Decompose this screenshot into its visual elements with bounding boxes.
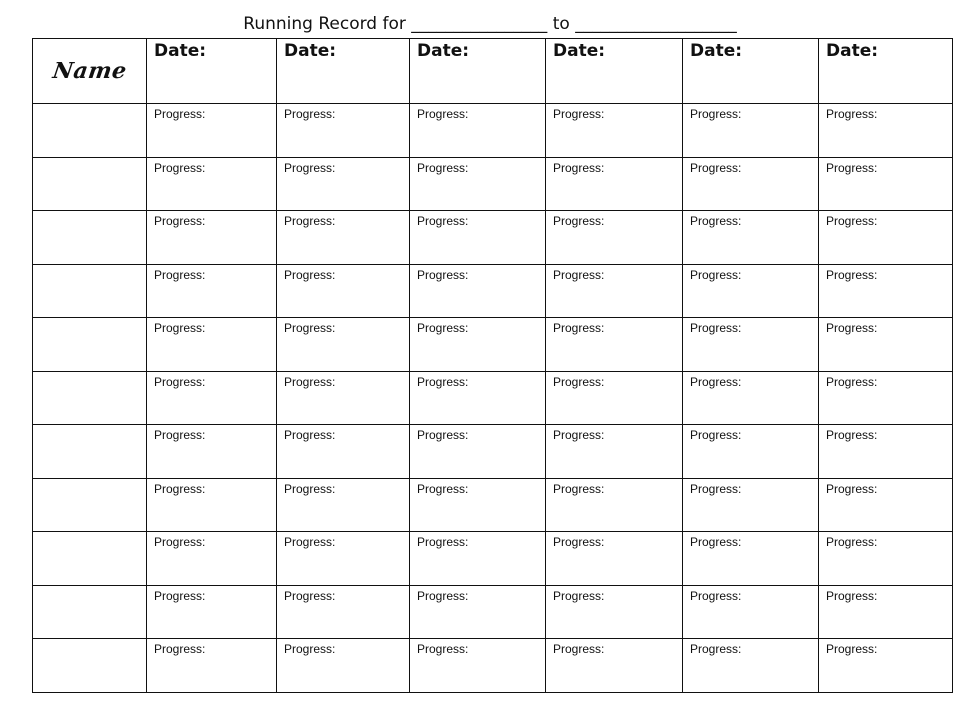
date-column-header: [147, 39, 277, 104]
progress-label: Progress:: [690, 267, 742, 282]
student-name-cell[interactable]: [33, 211, 147, 265]
progress-label: Progress:: [284, 374, 336, 389]
progress-label: Progress:: [826, 481, 878, 496]
progress-cell[interactable]: [410, 104, 546, 158]
progress-label: Progress:: [690, 321, 742, 336]
date-column-header: [683, 39, 819, 104]
progress-cell[interactable]: [410, 639, 546, 693]
progress-cell[interactable]: [546, 371, 683, 425]
progress-cell[interactable]: [546, 211, 683, 265]
progress-label: Progress:: [553, 374, 605, 389]
progress-cell[interactable]: [683, 264, 819, 318]
progress-label: Progress:: [690, 428, 742, 443]
progress-cell[interactable]: [546, 264, 683, 318]
progress-label: Progress:: [826, 214, 878, 229]
progress-label: Progress:: [417, 481, 469, 496]
progress-cell[interactable]: [147, 318, 277, 372]
progress-label: Progress:: [553, 214, 605, 229]
progress-label: Progress:: [154, 428, 206, 443]
progress-cell[interactable]: [683, 639, 819, 693]
progress-label: Progress:: [154, 214, 206, 229]
progress-cell[interactable]: [147, 585, 277, 639]
progress-label: Progress:: [553, 481, 605, 496]
date-header-label: Date:: [690, 41, 743, 61]
progress-label: Progress:: [284, 321, 336, 336]
progress-cell[interactable]: [147, 264, 277, 318]
table-row: [33, 585, 953, 639]
progress-cell[interactable]: [683, 318, 819, 372]
table-row: [33, 211, 953, 265]
progress-cell[interactable]: [277, 532, 410, 586]
date-header-label: Date:: [826, 41, 879, 61]
progress-label: Progress:: [553, 642, 605, 657]
progress-label: Progress:: [284, 428, 336, 443]
date-header-label: Date:: [154, 41, 207, 61]
progress-label: Progress:: [417, 374, 469, 389]
progress-cell[interactable]: [683, 585, 819, 639]
date-header-label: Date:: [284, 41, 337, 61]
progress-cell[interactable]: [410, 478, 546, 532]
table-row: [33, 104, 953, 158]
start-date-blank: ________________: [411, 14, 548, 34]
record-body: [33, 104, 953, 693]
progress-label: Progress:: [284, 160, 336, 175]
date-column-header: [410, 39, 546, 104]
progress-cell[interactable]: [819, 318, 953, 372]
progress-label: Progress:: [690, 481, 742, 496]
progress-label: Progress:: [553, 535, 605, 550]
running-record-table: [32, 38, 953, 693]
progress-cell[interactable]: [546, 478, 683, 532]
student-name-cell[interactable]: [33, 478, 147, 532]
progress-cell[interactable]: [147, 157, 277, 211]
progress-label: Progress:: [154, 107, 206, 121]
table-row: [33, 532, 953, 586]
progress-cell[interactable]: [277, 371, 410, 425]
progress-label: Progress:: [417, 428, 469, 443]
progress-label: Progress:: [690, 374, 742, 389]
progress-cell[interactable]: [683, 157, 819, 211]
title-connector: to: [552, 14, 570, 34]
progress-label: Progress:: [154, 642, 206, 657]
progress-cell[interactable]: [683, 211, 819, 265]
progress-label: Progress:: [417, 214, 469, 229]
progress-cell[interactable]: [683, 425, 819, 479]
progress-label: Progress:: [417, 160, 469, 175]
table-row: [33, 157, 953, 211]
progress-cell[interactable]: [683, 478, 819, 532]
student-name-cell[interactable]: [33, 532, 147, 586]
progress-cell[interactable]: [147, 425, 277, 479]
page-title: [0, 10, 980, 38]
progress-cell[interactable]: [819, 532, 953, 586]
progress-label: Progress:: [417, 107, 469, 121]
progress-cell[interactable]: [819, 371, 953, 425]
progress-cell[interactable]: [819, 425, 953, 479]
progress-label: Progress:: [690, 107, 742, 121]
progress-cell[interactable]: [277, 425, 410, 479]
progress-cell[interactable]: [546, 104, 683, 158]
progress-label: Progress:: [284, 642, 336, 657]
progress-label: Progress:: [417, 267, 469, 282]
table-row: [33, 639, 953, 693]
progress-label: Progress:: [826, 535, 878, 550]
progress-cell[interactable]: [819, 478, 953, 532]
progress-cell[interactable]: [147, 371, 277, 425]
progress-label: Progress:: [284, 588, 336, 603]
date-column-header: [546, 39, 683, 104]
progress-cell[interactable]: [410, 585, 546, 639]
progress-cell[interactable]: [546, 639, 683, 693]
table-row: [33, 318, 953, 372]
progress-cell[interactable]: [147, 478, 277, 532]
progress-label: Progress:: [284, 107, 336, 121]
progress-label: Progress:: [417, 642, 469, 657]
progress-cell[interactable]: [277, 264, 410, 318]
student-name-cell[interactable]: [33, 104, 147, 158]
progress-label: Progress:: [154, 588, 206, 603]
student-name-cell[interactable]: [33, 318, 147, 372]
progress-cell[interactable]: [147, 639, 277, 693]
progress-label: Progress:: [826, 428, 878, 443]
student-name-cell[interactable]: [33, 264, 147, 318]
progress-cell[interactable]: [410, 318, 546, 372]
student-name-cell[interactable]: [33, 371, 147, 425]
progress-cell[interactable]: [546, 157, 683, 211]
progress-cell[interactable]: [546, 318, 683, 372]
table-row: [33, 264, 953, 318]
progress-label: Progress:: [826, 321, 878, 336]
progress-label: Progress:: [826, 374, 878, 389]
progress-label: Progress:: [154, 374, 206, 389]
progress-label: Progress:: [690, 588, 742, 603]
progress-label: Progress:: [553, 428, 605, 443]
progress-label: Progress:: [826, 588, 878, 603]
progress-label: Progress:: [154, 535, 206, 550]
progress-cell[interactable]: [546, 532, 683, 586]
progress-cell[interactable]: [277, 585, 410, 639]
title-prefix: Running Record for: [243, 14, 406, 34]
progress-label: Progress:: [284, 214, 336, 229]
progress-label: Progress:: [553, 321, 605, 336]
progress-cell[interactable]: [147, 211, 277, 265]
progress-label: Progress:: [284, 267, 336, 282]
progress-cell[interactable]: [410, 371, 546, 425]
progress-cell[interactable]: [277, 157, 410, 211]
progress-label: Progress:: [154, 481, 206, 496]
progress-cell[interactable]: [819, 104, 953, 158]
progress-cell[interactable]: [147, 104, 277, 158]
date-header-label: Date:: [417, 41, 470, 61]
progress-label: Progress:: [826, 160, 878, 175]
name-header-label: Name: [50, 58, 129, 84]
end-date-blank: ___________________: [575, 14, 737, 34]
progress-cell[interactable]: [819, 264, 953, 318]
student-name-cell[interactable]: [33, 639, 147, 693]
progress-cell[interactable]: [410, 425, 546, 479]
table-row: [33, 425, 953, 479]
progress-label: Progress:: [690, 535, 742, 550]
progress-label: Progress:: [690, 214, 742, 229]
progress-label: Progress:: [284, 535, 336, 550]
progress-cell[interactable]: [277, 318, 410, 372]
progress-cell[interactable]: [410, 157, 546, 211]
progress-label: Progress:: [154, 160, 206, 175]
progress-label: Progress:: [417, 588, 469, 603]
date-header-label: Date:: [553, 41, 606, 61]
date-column-header: [819, 39, 953, 104]
progress-cell[interactable]: [410, 532, 546, 586]
progress-label: Progress:: [553, 588, 605, 603]
progress-label: Progress:: [553, 160, 605, 175]
table-row: [33, 371, 953, 425]
progress-cell[interactable]: [147, 532, 277, 586]
progress-cell[interactable]: [819, 639, 953, 693]
progress-label: Progress:: [826, 642, 878, 657]
progress-cell[interactable]: [410, 264, 546, 318]
progress-label: Progress:: [154, 321, 206, 336]
header-row: [33, 39, 953, 104]
progress-cell[interactable]: [277, 478, 410, 532]
student-name-cell[interactable]: [33, 585, 147, 639]
progress-cell[interactable]: [683, 371, 819, 425]
progress-label: Progress:: [417, 321, 469, 336]
date-column-header: [277, 39, 410, 104]
progress-label: Progress:: [553, 267, 605, 282]
progress-label: Progress:: [284, 481, 336, 496]
progress-label: Progress:: [826, 107, 878, 121]
progress-cell[interactable]: [819, 211, 953, 265]
progress-label: Progress:: [690, 642, 742, 657]
student-name-cell[interactable]: [33, 425, 147, 479]
progress-label: Progress:: [154, 267, 206, 282]
progress-cell[interactable]: [410, 211, 546, 265]
progress-label: Progress:: [690, 160, 742, 175]
progress-cell[interactable]: [546, 425, 683, 479]
progress-cell[interactable]: [819, 585, 953, 639]
student-name-cell[interactable]: [33, 157, 147, 211]
progress-cell[interactable]: [277, 104, 410, 158]
progress-label: Progress:: [826, 267, 878, 282]
progress-cell[interactable]: [546, 585, 683, 639]
progress-cell[interactable]: [819, 157, 953, 211]
progress-cell[interactable]: [683, 104, 819, 158]
progress-cell[interactable]: [277, 639, 410, 693]
name-column-header: [33, 39, 147, 104]
progress-label: Progress:: [417, 535, 469, 550]
progress-cell[interactable]: [683, 532, 819, 586]
progress-cell[interactable]: [277, 211, 410, 265]
progress-label: Progress:: [553, 107, 605, 121]
table-row: [33, 478, 953, 532]
